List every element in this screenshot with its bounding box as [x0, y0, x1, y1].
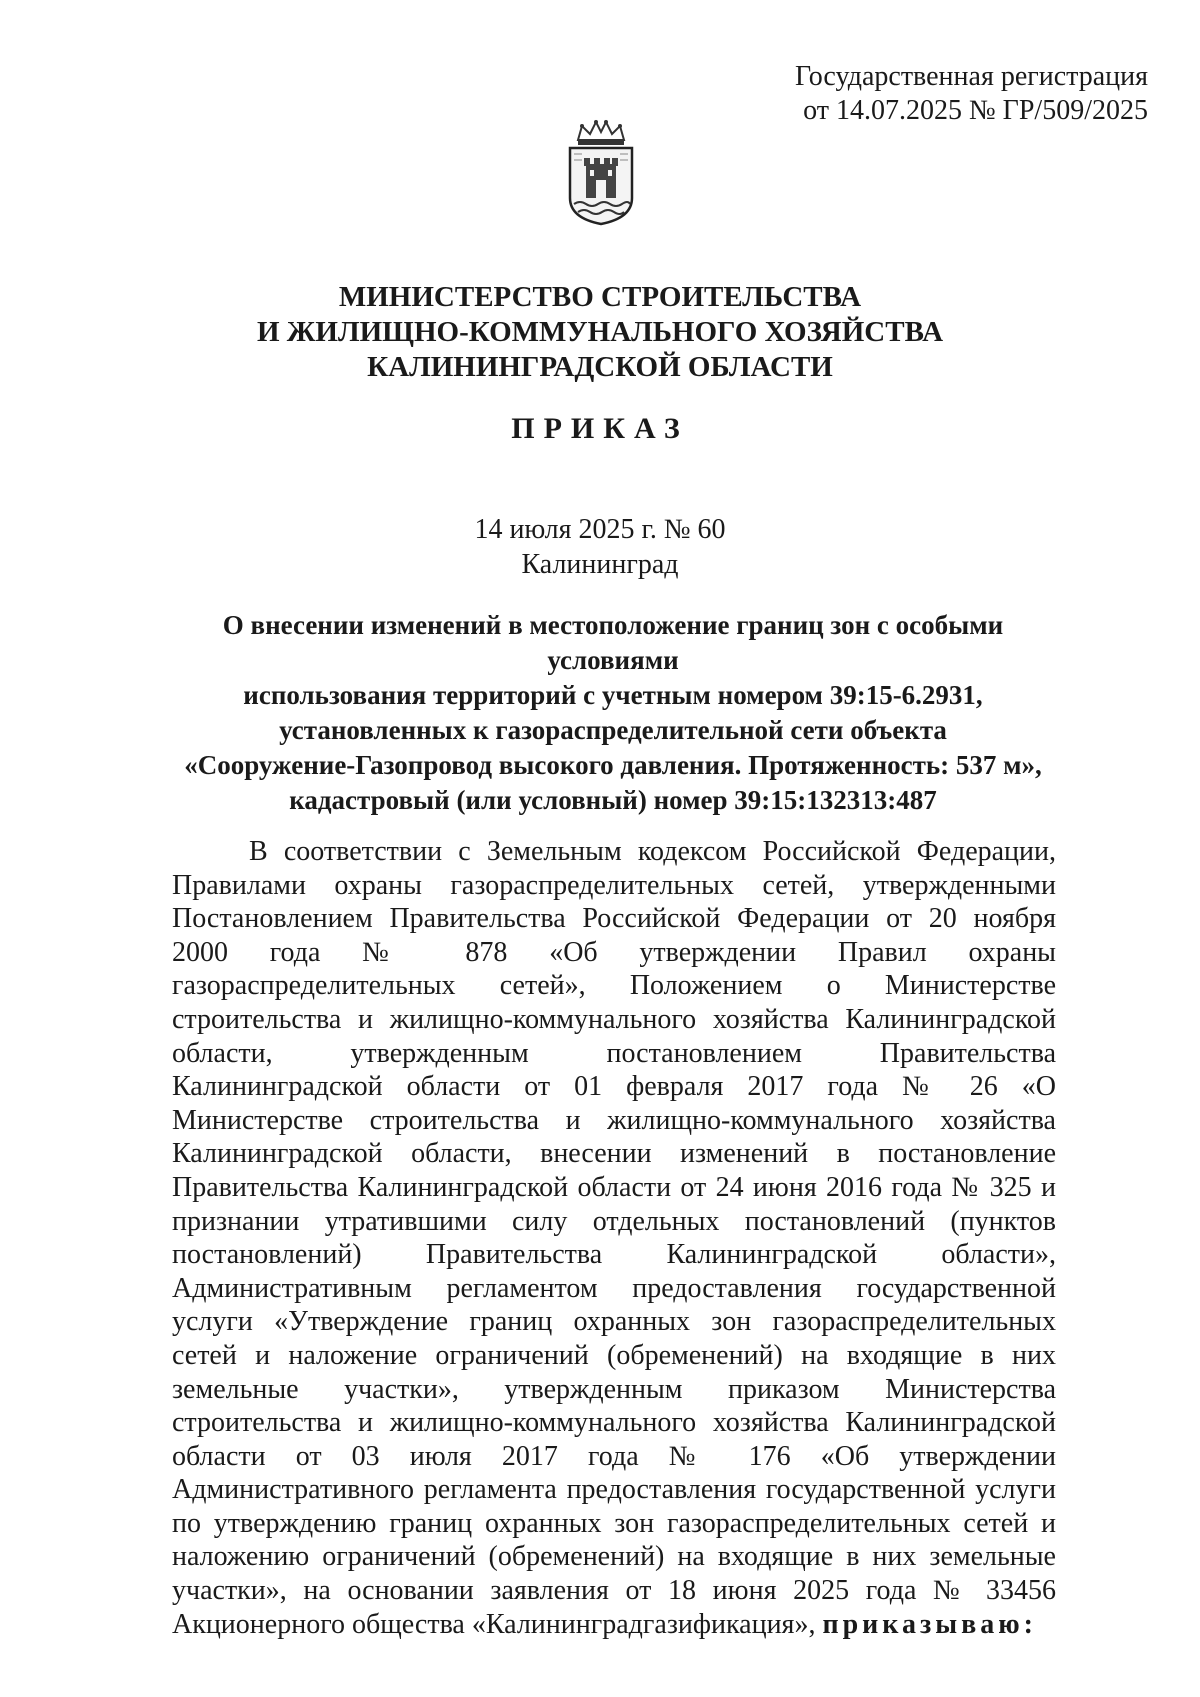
body-paragraph: [172, 835, 1056, 1641]
registration-line-2: от 14.07.2025 № ГР/509/2025: [803, 95, 1148, 126]
order-verb: приказываю:: [822, 1608, 1037, 1640]
order-title: ПРИКАЗ: [511, 412, 689, 445]
subject-line-2: использования территорий с учетным номером 39:15-6.2931,: [243, 680, 983, 710]
subject-line-5: кадастровый (или условный) номер 39:15:132313:487: [289, 785, 937, 815]
order-date-number: 14 июля 2025 г. № 60: [474, 514, 726, 545]
order-date-block: [0, 512, 1200, 582]
ministry-line-2: И ЖИЛИЩНО-КОММУНАЛЬНОГО ХОЗЯЙСТВА: [256, 316, 944, 348]
order-body: [172, 835, 1056, 1641]
order-city: Калининград: [521, 549, 679, 580]
subject-line-3: установленных к газораспределительной сети объекта: [279, 715, 947, 745]
order-subject: [170, 608, 1056, 818]
registration-line-1: Государственная регистрация: [795, 61, 1148, 92]
state-registration-stamp: [795, 60, 1148, 128]
subject-line-1: О внесении изменений в местоположение границ зон с особыми условиями: [222, 610, 1004, 675]
ministry-line-1: МИНИСТЕРСТВО СТРОИТЕЛЬСТВА: [338, 281, 862, 313]
ministry-line-3: КАЛИНИНГРАДСКОЙ ОБЛАСТИ: [367, 351, 833, 383]
ministry-header: [0, 280, 1200, 385]
subject-line-4: «Сооружение-Газопровод высокого давления. Протяженность: 537 м»,: [184, 750, 1042, 780]
body-paragraph-text: В соответствии с Земельным кодексом Российской Федерации, Правилами охраны газораспределительных сетей, утвержденными Постановлением Правительства Российской Федерации от 20 ноября 2000 года № 878 «Об утверждении Правил охраны газораспределительных сетей», Положением о Министерстве строительства и жилищно-коммунального хозяйства Калининградской области, утвержденным постановлением Правительства Калининградской области от 01 февраля 2017 года № 26 «О Министерстве строительства и жилищно-коммунального хозяйства Калининградской области, внесении изменений в постановление Правительства Калининградской области от 24 июня 2016 года № 325 и признании утратившими силу отдельных постановлений (пунктов постановлений) Правительства Калининградской области», Административным регламентом предоставления государственной услуги «Утверждение границ охранных зон газораспределительных сетей и наложение ограничений (обременений) на входящие в них земельные участки», утвержденным приказом Министерства строительства и жилищно-коммунального хозяйства Калининградской области от 03 июля 2017 года № 176 «Об утверждении Административного регламента предоставления государственной услуги по утверждению границ охранных зон газораспределительных сетей и наложению ограничений (обременений) на входящие в них земельные участки», на основании заявления от 18 июня 2025 года № 33456 Акционерного общества «Калининградгазификация»,: [172, 836, 1056, 1640]
kaliningrad-coat-of-arms-icon: [560, 118, 642, 226]
